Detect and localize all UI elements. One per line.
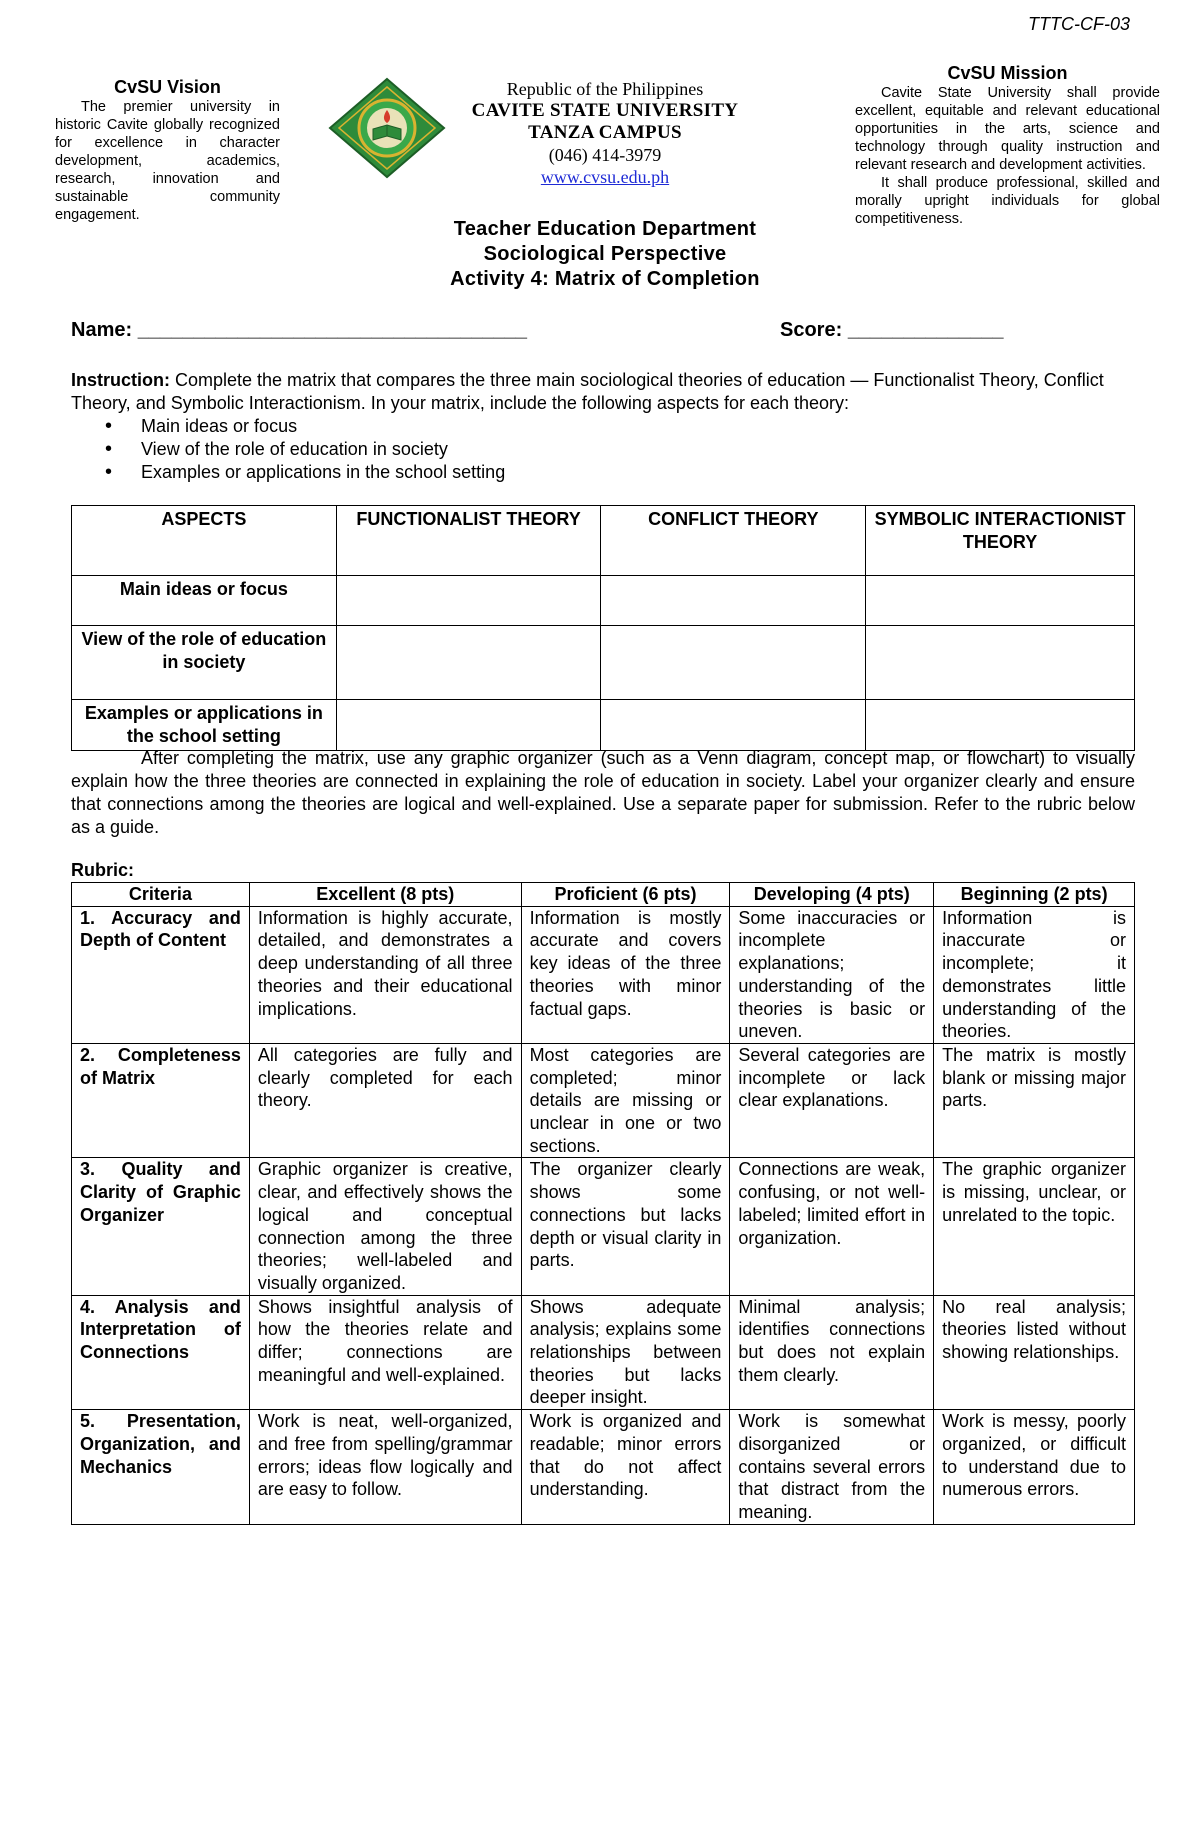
rubric-cell: Information is inaccurate or incomplete; it demonstrates little understanding of the theories. <box>934 906 1135 1043</box>
activity-title: Activity 4: Matrix of Completion <box>450 268 760 290</box>
table-row <box>72 626 1135 700</box>
rubric-cell: Graphic organizer is creative, clear, and effectively shows the logical and conceptual connection among the three theories; well-labeled and visually organized. <box>249 1158 521 1295</box>
matrix-answer-cell[interactable] <box>866 626 1135 700</box>
rubric-cell: Information is highly accurate, detailed, and demonstrates a deep understanding of all three theories and their educational implications. <box>249 906 521 1043</box>
rubric-criteria: 2. Completeness of Matrix <box>72 1043 250 1158</box>
rubric-table <box>71 882 1135 1525</box>
graphic-organizer-instruction: After completing the matrix, use any graphic organizer (such as a Venn diagram, concept map, or flowchart) to visually explain how the three theories are connected in explaining the role of education in society. Label your organizer clearly and ensure that connections among the theories are logical and well-explained. Use a separate paper for submission. Refer to the rubric below as a guide. <box>71 748 1135 837</box>
score-field[interactable] <box>780 319 1004 342</box>
instruction-bullets <box>71 415 1135 484</box>
vision-text: The premier university in historic Cavite globally recognized for excellence in character development, academics, research, innovation and sustainable community engagement. <box>55 99 280 223</box>
course-name: Sociological Perspective <box>483 243 727 265</box>
rubric-cell: Connections are weak, confusing, or not well-labeled; limited effort in organization. <box>730 1158 934 1295</box>
matrix-answer-cell[interactable] <box>866 700 1135 751</box>
rubric-criteria: 5. Presentation, Organization, and Mechanics <box>72 1410 250 1525</box>
rubric-cell: Several categories are incomplete or lack clear explanations. <box>730 1043 934 1158</box>
rubric-cell: Work is somewhat disorganized or contains several errors that distract from the meaning. <box>730 1410 934 1525</box>
name-field[interactable] <box>71 319 527 342</box>
matrix-header-aspects: ASPECTS <box>72 506 337 576</box>
rubric-cell: Information is mostly accurate and covers key ideas of the three theories with minor factual gaps. <box>521 906 730 1043</box>
rubric-criteria: 3. Quality and Clarity of Graphic Organizer <box>72 1158 250 1295</box>
rubric-cell: The graphic organizer is missing, unclear, or unrelated to the topic. <box>934 1158 1135 1295</box>
list-item: • View of the role of education in society <box>141 438 1135 461</box>
campus-name: TANZA CAMPUS <box>528 122 682 143</box>
matrix-answer-cell[interactable] <box>601 626 866 700</box>
rubric-cell: No real analysis; theories listed without showing relationships. <box>934 1295 1135 1410</box>
matrix-header-conflict: CONFLICT THEORY <box>601 506 866 576</box>
rubric-header: Excellent (8 pts) <box>249 883 521 907</box>
name-blank[interactable]: ___________________________________ <box>137 319 528 341</box>
rubric-cell: The organizer clearly shows some connections but lacks depth or visual clarity in parts. <box>521 1158 730 1295</box>
score-label: Score: <box>780 319 843 341</box>
rubric-cell: Most categories are completed; minor details are missing or unclear in one or two sections. <box>521 1043 730 1158</box>
rubric-cell: Shows adequate analysis; explains some relationships between theories but lacks deeper insight. <box>521 1295 730 1410</box>
matrix-answer-cell[interactable] <box>866 576 1135 626</box>
instruction-block <box>71 369 1135 484</box>
mission-block <box>855 64 1160 228</box>
rubric-header: Developing (4 pts) <box>730 883 934 907</box>
table-row <box>72 1043 1135 1158</box>
matrix-answer-cell[interactable] <box>336 626 601 700</box>
rubric-cell: The matrix is mostly blank or missing major parts. <box>934 1043 1135 1158</box>
table-row <box>72 1295 1135 1410</box>
table-row <box>72 1410 1135 1525</box>
rubric-cell: Work is neat, well-organized, and free from spelling/grammar errors; ideas flow logically and are easy to follow. <box>249 1410 521 1525</box>
vision-title: CvSU Vision <box>114 77 221 97</box>
matrix-answer-cell[interactable] <box>336 576 601 626</box>
instruction-label: Instruction: <box>71 370 170 390</box>
list-item: • Main ideas or focus <box>141 415 1135 438</box>
rubric-header: Proficient (6 pts) <box>521 883 730 907</box>
rubric-criteria: 1. Accuracy and Depth of Content <box>72 906 250 1043</box>
matrix-aspect-cell: View of the role of education in society <box>72 626 337 700</box>
matrix-aspect-cell: Examples or applications in the school setting <box>72 700 337 751</box>
rubric-cell: Minimal analysis; identifies connections but does not explain them clearly. <box>730 1295 934 1410</box>
matrix-answer-cell[interactable] <box>601 576 866 626</box>
list-item: • Examples or applications in the school setting <box>141 461 1135 484</box>
republic-label: Republic of the Philippines <box>506 79 704 99</box>
matrix-aspect-cell: Main ideas or focus <box>72 576 337 626</box>
table-row <box>72 1158 1135 1295</box>
document-code: TTTC-CF-03 <box>1028 14 1130 34</box>
table-row <box>72 700 1135 751</box>
rubric-cell: Work is messy, poorly organized, or difficult to understand due to numerous errors. <box>934 1410 1135 1525</box>
university-header <box>445 78 765 188</box>
instruction-text: Complete the matrix that compares the three main sociological theories of education — Functionalist Theory, Conflict Theory, and Symbolic Interactionism. In your matrix, include the following aspects for each theory: <box>71 370 1104 413</box>
phone-number: (046) 414-3979 <box>548 145 662 165</box>
rubric-cell: Work is organized and readable; minor errors that do not affect understanding. <box>521 1410 730 1525</box>
matrix-answer-cell[interactable] <box>601 700 866 751</box>
department-heading <box>400 217 810 292</box>
rubric-criteria: 4. Analysis and Interpretation of Connections <box>72 1295 250 1410</box>
rubric-cell: Some inaccuracies or incomplete explanations; understanding of the theories is basic or uneven. <box>730 906 934 1043</box>
name-label: Name: <box>71 319 133 341</box>
rubric-header: Criteria <box>72 883 250 907</box>
rubric-cell: Shows insightful analysis of how the theories relate and differ; connections are meaningful and well-explained. <box>249 1295 521 1410</box>
rubric-cell: All categories are fully and clearly completed for each theory. <box>249 1043 521 1158</box>
table-row <box>72 506 1135 576</box>
table-row <box>72 906 1135 1043</box>
website-link[interactable]: www.cvsu.edu.ph <box>540 167 670 187</box>
table-row <box>72 883 1135 907</box>
rubric-label: Rubric: <box>71 860 134 880</box>
rubric-header: Beginning (2 pts) <box>934 883 1135 907</box>
university-seal-logo <box>328 77 446 179</box>
matrix-header-functionalist: FUNCTIONALIST THEORY <box>336 506 601 576</box>
mission-title: CvSU Mission <box>947 63 1068 83</box>
table-row <box>72 576 1135 626</box>
score-blank[interactable]: ______________ <box>847 319 1004 341</box>
vision-block <box>55 78 280 224</box>
theory-matrix-table <box>71 505 1135 751</box>
matrix-header-symbolic: SYMBOLIC INTERACTIONIST THEORY <box>866 506 1135 576</box>
matrix-answer-cell[interactable] <box>336 700 601 751</box>
mission-text-2: It shall produce professional, skilled and morally upright individuals for global competitiveness. <box>855 175 1160 227</box>
university-name: CAVITE STATE UNIVERSITY <box>471 100 739 121</box>
department-name: Teacher Education Department <box>453 218 757 240</box>
mission-text-1: Cavite State University shall provide excellent, equitable and relevant educational opportunities in the arts, science and technology through quality instruction and relevant research and development activities. <box>855 85 1160 173</box>
